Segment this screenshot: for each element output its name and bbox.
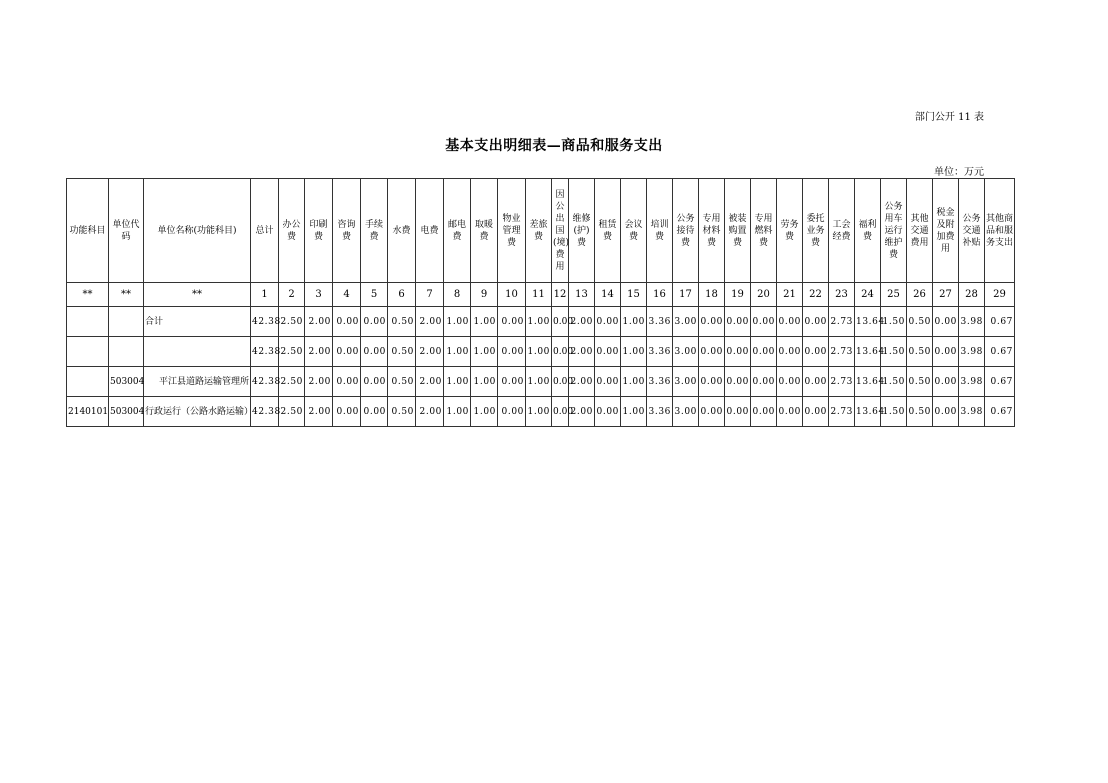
function-code-cell [67, 307, 109, 337]
amount-cell: 1.00 [526, 367, 552, 397]
amount-cell: 13.64 [855, 367, 881, 397]
amount-cell: 13.64 [855, 307, 881, 337]
index-cell: ** [109, 283, 144, 307]
amount-cell: 13.64 [855, 337, 881, 367]
index-cell: 19 [725, 283, 751, 307]
amount-cell: 0.67 [985, 307, 1015, 337]
amount-cell: 0.00 [803, 337, 829, 367]
header-row [67, 179, 1015, 283]
amount-cell: 2.50 [279, 397, 305, 427]
amount-cell: 0.50 [907, 397, 933, 427]
amount-cell: 0.00 [803, 307, 829, 337]
amount-cell: 1.00 [526, 307, 552, 337]
index-cell: 22 [803, 283, 829, 307]
amount-cell: 1.00 [444, 307, 471, 337]
column-header: 因公出国(境)费用 [552, 179, 569, 283]
amount-cell: 0.00 [595, 367, 621, 397]
column-header: 总计 [251, 179, 279, 283]
unit-name-cell: 行政运行（公路水路运输） [144, 397, 251, 427]
index-row [67, 283, 1015, 307]
index-cell: 16 [647, 283, 673, 307]
amount-cell: 42.38 [251, 307, 279, 337]
column-header: 电费 [416, 179, 444, 283]
index-cell: 4 [333, 283, 361, 307]
amount-cell: 0.00 [595, 307, 621, 337]
amount-cell: 0.00 [333, 397, 361, 427]
amount-cell: 3.98 [959, 367, 985, 397]
amount-cell: 3.00 [673, 307, 699, 337]
amount-cell: 3.00 [673, 397, 699, 427]
function-code-cell [67, 337, 109, 367]
amount-cell: 0.50 [388, 337, 416, 367]
amount-cell: 1.50 [881, 337, 907, 367]
amount-cell: 0.50 [388, 307, 416, 337]
function-code-cell [67, 367, 109, 397]
index-cell: 27 [933, 283, 959, 307]
unit-code-cell: 503004 [109, 367, 144, 397]
amount-cell: 0.00 [725, 307, 751, 337]
index-cell: 17 [673, 283, 699, 307]
column-header: 单位代码 [109, 179, 144, 283]
amount-cell: 1.00 [471, 337, 498, 367]
amount-cell: 1.00 [471, 307, 498, 337]
amount-cell: 42.38 [251, 397, 279, 427]
index-cell: 2 [279, 283, 305, 307]
amount-cell: 42.38 [251, 367, 279, 397]
column-header: 被装购置费 [725, 179, 751, 283]
column-header: 委托业务费 [803, 179, 829, 283]
amount-cell: 0.00 [361, 337, 388, 367]
index-cell: ** [144, 283, 251, 307]
index-cell: 29 [985, 283, 1015, 307]
index-cell: 24 [855, 283, 881, 307]
amount-cell: 0.67 [985, 397, 1015, 427]
amount-cell: 0.00 [498, 397, 526, 427]
amount-cell: 3.36 [647, 367, 673, 397]
amount-cell: 2.00 [569, 307, 595, 337]
amount-cell: 2.73 [829, 367, 855, 397]
amount-cell: 0.00 [699, 397, 725, 427]
amount-cell: 2.73 [829, 397, 855, 427]
amount-cell: 0.67 [985, 337, 1015, 367]
amount-cell: 0.00 [725, 367, 751, 397]
unit-code-cell: 503004 [109, 397, 144, 427]
amount-cell: 3.36 [647, 397, 673, 427]
column-header: 税金及附加费用 [933, 179, 959, 283]
column-header: 差旅费 [526, 179, 552, 283]
unit-code-cell [109, 307, 144, 337]
page-title: 基本支出明细表—商品和服务支出 [445, 138, 663, 154]
amount-cell: 13.64 [855, 397, 881, 427]
column-header: 维修(护)费 [569, 179, 595, 283]
amount-cell: 0.00 [751, 307, 777, 337]
index-cell: ** [67, 283, 109, 307]
amount-cell: 2.50 [279, 337, 305, 367]
column-header: 功能科目 [67, 179, 109, 283]
unit-name-cell: 平江县道路运输管理所 [144, 367, 251, 397]
index-cell: 15 [621, 283, 647, 307]
column-header: 公务用车运行维护费 [881, 179, 907, 283]
column-header: 专用燃料费 [751, 179, 777, 283]
amount-cell: 0.00 [552, 307, 569, 337]
index-cell: 9 [471, 283, 498, 307]
amount-cell: 0.50 [907, 367, 933, 397]
column-header: 水费 [388, 179, 416, 283]
amount-cell: 0.00 [751, 397, 777, 427]
amount-cell: 1.50 [881, 397, 907, 427]
column-header: 取暖费 [471, 179, 498, 283]
column-header: 福利费 [855, 179, 881, 283]
index-cell: 3 [305, 283, 333, 307]
amount-cell: 0.00 [751, 337, 777, 367]
amount-cell: 1.00 [621, 307, 647, 337]
amount-cell: 0.00 [498, 337, 526, 367]
table-row [67, 307, 1015, 337]
amount-cell: 0.50 [907, 337, 933, 367]
unit-label: 单位：万元 [934, 167, 984, 178]
amount-cell: 1.00 [526, 337, 552, 367]
amount-cell: 0.00 [699, 307, 725, 337]
function-code-cell: 2140101 [67, 397, 109, 427]
column-header: 单位名称(功能科目) [144, 179, 251, 283]
amount-cell: 1.00 [621, 397, 647, 427]
amount-cell: 0.00 [725, 337, 751, 367]
amount-cell: 3.00 [673, 337, 699, 367]
form-number: 部门公开 11 表 [914, 112, 984, 123]
amount-cell: 0.67 [985, 367, 1015, 397]
amount-cell: 2.00 [416, 307, 444, 337]
amount-cell: 2.00 [569, 367, 595, 397]
amount-cell: 0.00 [777, 367, 803, 397]
amount-cell: 2.00 [305, 337, 333, 367]
amount-cell: 1.50 [881, 307, 907, 337]
table-row [67, 337, 1015, 367]
amount-cell: 2.73 [829, 337, 855, 367]
amount-cell: 0.00 [333, 367, 361, 397]
amount-cell: 1.00 [444, 397, 471, 427]
amount-cell: 0.50 [388, 397, 416, 427]
amount-cell: 0.00 [361, 397, 388, 427]
column-header: 印刷费 [305, 179, 333, 283]
amount-cell: 1.00 [621, 367, 647, 397]
amount-cell: 1.00 [526, 397, 552, 427]
amount-cell: 2.50 [279, 367, 305, 397]
index-cell: 1 [251, 283, 279, 307]
column-header: 手续费 [361, 179, 388, 283]
amount-cell: 0.00 [803, 367, 829, 397]
amount-cell: 1.00 [444, 337, 471, 367]
column-header: 专用材料费 [699, 179, 725, 283]
amount-cell: 0.00 [751, 367, 777, 397]
amount-cell: 0.00 [498, 307, 526, 337]
amount-cell: 3.00 [673, 367, 699, 397]
amount-cell: 2.00 [305, 307, 333, 337]
amount-cell: 0.00 [933, 397, 959, 427]
column-header: 其他交通费用 [907, 179, 933, 283]
amount-cell: 0.00 [777, 337, 803, 367]
column-header: 邮电费 [444, 179, 471, 283]
amount-cell: 0.00 [933, 307, 959, 337]
index-cell: 25 [881, 283, 907, 307]
index-cell: 26 [907, 283, 933, 307]
amount-cell: 2.00 [416, 337, 444, 367]
amount-cell: 2.00 [416, 397, 444, 427]
column-header: 培训费 [647, 179, 673, 283]
amount-cell: 2.00 [305, 397, 333, 427]
column-header: 咨询费 [333, 179, 361, 283]
index-cell: 23 [829, 283, 855, 307]
amount-cell: 3.36 [647, 307, 673, 337]
unit-code-cell [109, 337, 144, 367]
amount-cell: 0.00 [361, 367, 388, 397]
amount-cell: 0.00 [803, 397, 829, 427]
column-header: 其他商品和服务支出 [985, 179, 1015, 283]
amount-cell: 0.00 [595, 337, 621, 367]
index-cell: 6 [388, 283, 416, 307]
amount-cell: 1.00 [471, 397, 498, 427]
amount-cell: 0.00 [777, 397, 803, 427]
amount-cell: 2.00 [569, 337, 595, 367]
amount-cell: 0.00 [933, 337, 959, 367]
column-header: 租赁费 [595, 179, 621, 283]
amount-cell: 2.50 [279, 307, 305, 337]
amount-cell: 0.00 [725, 397, 751, 427]
amount-cell: 2.00 [416, 367, 444, 397]
amount-cell: 0.00 [699, 337, 725, 367]
unit-name-cell: 合计 [144, 307, 251, 337]
amount-cell: 0.00 [552, 367, 569, 397]
expense-table [66, 178, 1015, 427]
table-row [67, 397, 1015, 427]
amount-cell: 0.00 [498, 367, 526, 397]
amount-cell: 0.50 [907, 307, 933, 337]
index-cell: 18 [699, 283, 725, 307]
column-header: 公务交通补贴 [959, 179, 985, 283]
index-cell: 20 [751, 283, 777, 307]
unit-name-cell [144, 337, 251, 367]
index-cell: 10 [498, 283, 526, 307]
table-row [67, 367, 1015, 397]
amount-cell: 2.73 [829, 307, 855, 337]
column-header: 会议费 [621, 179, 647, 283]
amount-cell: 3.36 [647, 337, 673, 367]
column-header: 工会经费 [829, 179, 855, 283]
amount-cell: 0.00 [595, 397, 621, 427]
column-header: 物业管理费 [498, 179, 526, 283]
column-header: 公务接待费 [673, 179, 699, 283]
amount-cell: 42.38 [251, 337, 279, 367]
amount-cell: 3.98 [959, 307, 985, 337]
index-cell: 14 [595, 283, 621, 307]
column-header: 办公费 [279, 179, 305, 283]
amount-cell: 0.00 [777, 307, 803, 337]
amount-cell: 1.50 [881, 367, 907, 397]
amount-cell: 1.00 [621, 337, 647, 367]
index-cell: 28 [959, 283, 985, 307]
amount-cell: 1.00 [444, 367, 471, 397]
amount-cell: 0.00 [333, 337, 361, 367]
index-cell: 5 [361, 283, 388, 307]
amount-cell: 3.98 [959, 337, 985, 367]
amount-cell: 0.00 [552, 397, 569, 427]
amount-cell: 2.00 [305, 367, 333, 397]
column-header: 劳务费 [777, 179, 803, 283]
amount-cell: 2.00 [569, 397, 595, 427]
index-cell: 21 [777, 283, 803, 307]
amount-cell: 1.00 [471, 367, 498, 397]
amount-cell: 3.98 [959, 397, 985, 427]
index-cell: 8 [444, 283, 471, 307]
amount-cell: 0.00 [933, 367, 959, 397]
amount-cell: 0.00 [333, 307, 361, 337]
index-cell: 11 [526, 283, 552, 307]
amount-cell: 0.00 [361, 307, 388, 337]
amount-cell: 0.00 [552, 337, 569, 367]
amount-cell: 0.50 [388, 367, 416, 397]
index-cell: 7 [416, 283, 444, 307]
index-cell: 13 [569, 283, 595, 307]
amount-cell: 0.00 [699, 367, 725, 397]
index-cell: 12 [552, 283, 569, 307]
